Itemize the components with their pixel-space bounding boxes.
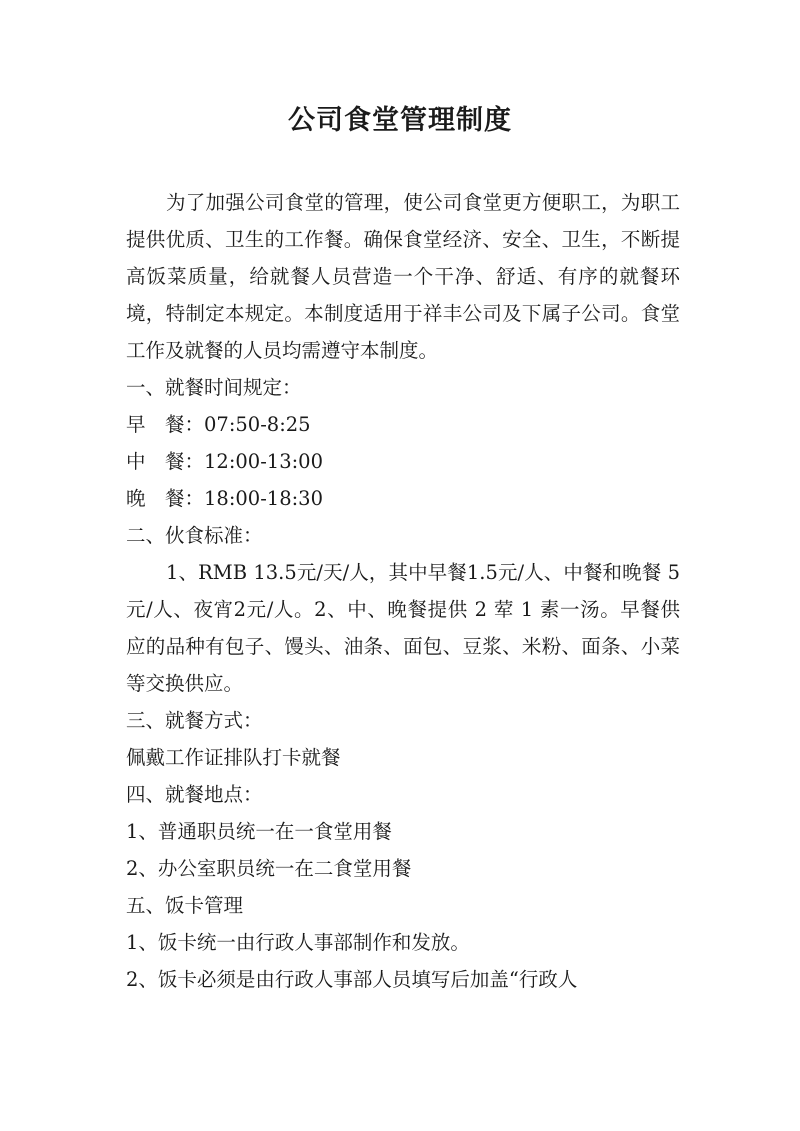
dining-location-item: 1、普通职员统一在一食堂用餐 [126, 820, 392, 843]
document-body [126, 184, 680, 998]
breakfast-time: 早 餐：07:50-8:25 [126, 413, 311, 436]
dining-method-text: 佩戴工作证排队打卡就餐 [126, 746, 341, 769]
section-heading-dining-method: 三、就餐方式： [126, 709, 263, 732]
section-heading-meal-times: 一、就餐时间规定： [126, 376, 302, 399]
meal-card-item: 2、饭卡必须是由行政人事部人员填写后加盖“行政人 [126, 968, 578, 991]
intro-paragraph: 为了加强公司食堂的管理，使公司食堂更方便职工，为职工提供优质、卫生的工作餐。确保食堂经济、安全、卫生，不断提高饭菜质量，给就餐人员营造一个干净、舒适、有序的就餐环境，特制定本规定。本制度适用于祥丰公司及下属子公司。食堂工作及就餐的人员均需遵守本制度。 [126, 191, 680, 362]
section-heading-dining-location: 四、就餐地点： [126, 783, 263, 806]
dining-location-item: 2、办公室职员统一在二食堂用餐 [126, 857, 412, 880]
meal-card-item: 1、饭卡统一由行政人事部制作和发放。 [126, 931, 470, 954]
dinner-time: 晚 餐：18:00-18:30 [126, 487, 323, 510]
section-heading-meal-card: 五、饭卡管理 [126, 894, 244, 917]
lunch-time: 中 餐：12:00-13:00 [126, 450, 323, 473]
section-heading-meal-standard: 二、伙食标准： [126, 524, 263, 547]
document-title: 公司食堂管理制度 [288, 105, 512, 136]
meal-standard-paragraph: 1、RMB 13.5元/天/人，其中早餐1.5元/人、中餐和晚餐 5 元/人、夜宵2元/人。2、中、晚餐提供 2 荤 1 素一汤。早餐供应的品种有包子、馒头、油条、面包、豆浆、米粉、面条、小菜等交换供应。 [126, 561, 680, 695]
